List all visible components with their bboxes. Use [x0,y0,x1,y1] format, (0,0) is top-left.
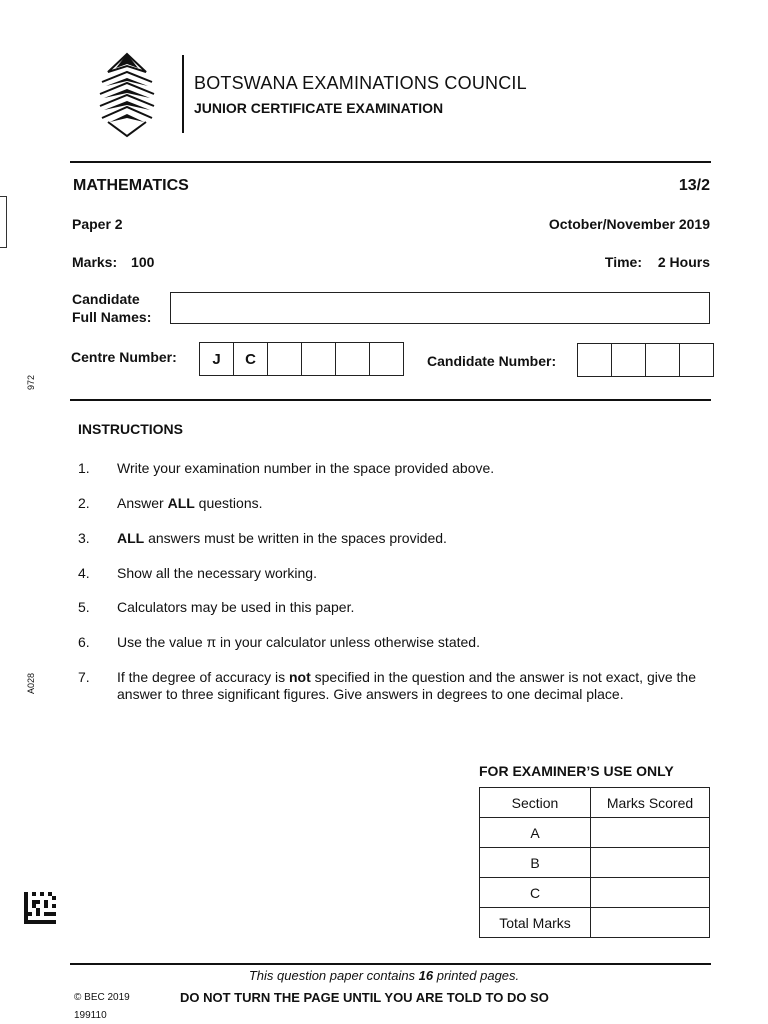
candidate-names-label-line2: Full Names: [72,309,152,325]
council-name: BOTSWANA EXAMINATIONS COUNCIL [194,73,527,93]
section-column-header: Section [480,788,591,818]
instruction-number: 2. [78,495,90,511]
side-mark-top: 972 [26,374,36,390]
bec-emblem-icon [96,52,158,138]
marks-scored-cell[interactable] [591,878,710,908]
side-mark-bottom: A028 [26,672,36,694]
marks-column-header: Marks Scored [591,788,710,818]
table-header-row [480,788,710,818]
marks-scored-cell[interactable] [591,908,710,938]
table-row [480,818,710,848]
candidate-number-label: Candidate Number: [427,353,557,369]
instruction-text-bold: not [288,669,311,685]
middle-rule [70,399,711,401]
centre-number-label: Centre Number: [71,349,177,365]
exam-name: JUNIOR CERTIFICATE EXAMINATION [194,100,444,116]
instruction-text-bold: ALL [117,530,145,546]
centre-number-cell[interactable]: J [200,343,234,375]
time-label: Time: [604,254,642,270]
instruction-text-post: questions. [194,495,263,511]
time-value: 2 Hours [657,254,710,270]
instruction-number: 3. [78,530,90,546]
instruction-text [117,495,712,512]
page-count-pre: This question paper contains [248,968,419,983]
top-rule [70,161,711,163]
do-not-turn-warning: DO NOT TURN THE PAGE UNTIL YOU ARE TOLD TO DO SO [180,990,549,1005]
marks-label: Marks: [72,254,118,270]
instruction-number: 1. [78,460,90,476]
table-row [480,848,710,878]
instructions-heading: INSTRUCTIONS [78,421,183,437]
centre-number-cell[interactable]: C [234,343,268,375]
2d-barcode-icon [24,891,56,925]
candidate-names-label [72,290,151,326]
document-code: 199110 [74,1010,107,1021]
section-cell: C [480,878,591,908]
section-cell: B [480,848,591,878]
centre-number-cell[interactable] [370,343,404,375]
page-count-note [0,968,768,983]
examiner-marks-table [479,787,710,938]
table-row [480,908,710,938]
instruction-text: Write your examination number in the space provided above. [117,460,495,476]
bottom-rule [70,963,711,965]
marks-scored-cell[interactable] [591,848,710,878]
time-info [605,254,710,270]
instruction-number: 4. [78,565,90,581]
copyright: © BEC 2019 [74,992,130,1003]
instruction-number: 5. [78,599,90,615]
examiner-use-heading: FOR EXAMINER’S USE ONLY [479,763,674,779]
instruction-text-pre: Answer [117,495,168,511]
instruction-text-post: specified in the question and the answer is not exact, give the answer to three significant figures. Give answers in degrees to one decimal place. [117,669,696,702]
candidate-names-label-line1: Candidate [72,291,140,307]
marks-scored-cell[interactable] [591,818,710,848]
instruction-text: Calculators may be used in this paper. [117,599,355,615]
page-count-post: printed pages. [433,968,520,983]
instruction-text-pre: If the degree of accuracy is [117,669,289,685]
page-count-number: 16 [418,968,434,983]
centre-number-cell[interactable] [268,343,302,375]
instruction-text-bold: ALL [167,495,195,511]
table-row [480,878,710,908]
marks-info [72,254,154,270]
paper-number: Paper 2 [72,216,123,232]
instruction-text-post: answers must be written in the spaces provided. [144,530,447,546]
header-divider [182,55,184,133]
candidate-number-cell[interactable] [612,344,646,376]
marks-value: 100 [131,254,155,270]
candidate-number-field[interactable] [577,343,714,377]
instruction-text [117,669,712,703]
centre-number-cell[interactable] [302,343,336,375]
candidate-number-cell[interactable] [680,344,714,376]
instruction-text: Show all the necessary working. [117,565,317,581]
centre-number-field[interactable] [199,342,404,376]
candidate-names-field[interactable] [170,292,710,324]
instruction-text: Use the value π in your calculator unless otherwise stated. [117,634,480,650]
subject-title: MATHEMATICS [73,177,189,194]
instruction-text [117,530,712,547]
paper-code: 13/2 [678,177,710,194]
edge-bracket-mark [0,196,7,248]
centre-number-cell[interactable] [336,343,370,375]
candidate-number-cell[interactable] [578,344,612,376]
candidate-number-cell[interactable] [646,344,680,376]
section-cell: A [480,818,591,848]
exam-session: October/November 2019 [548,216,710,232]
section-cell: Total Marks [480,908,591,938]
instruction-number: 7. [78,669,90,685]
instruction-number: 6. [78,634,90,650]
